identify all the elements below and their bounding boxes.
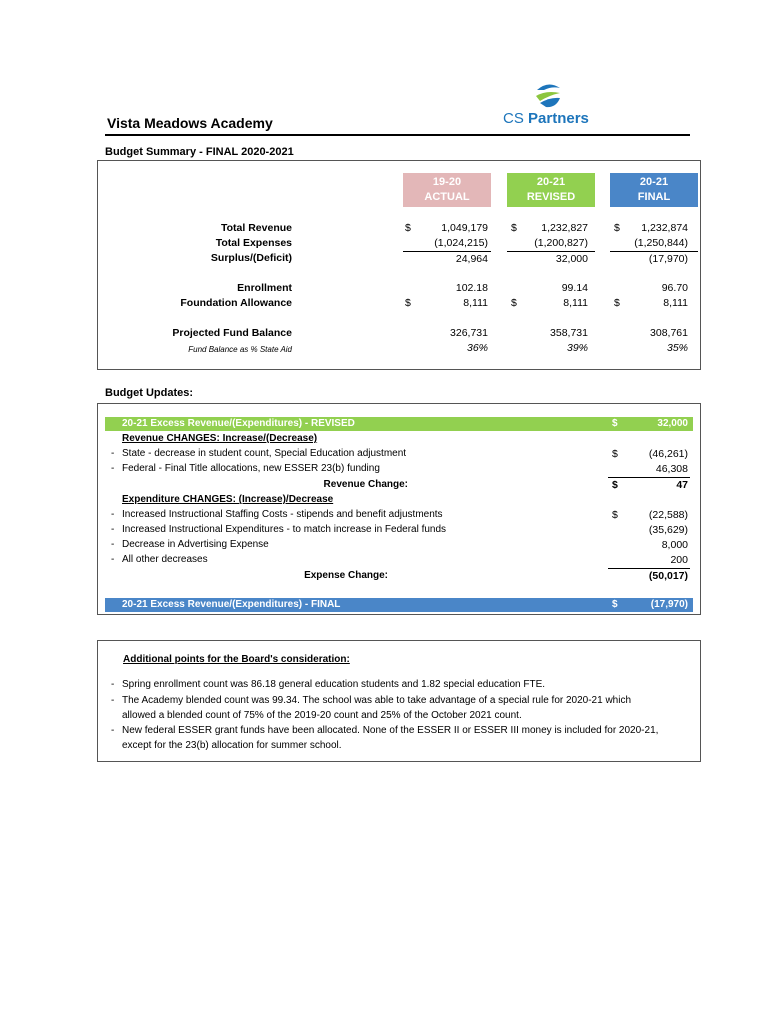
currency-symbol: $ bbox=[612, 448, 618, 460]
currency-symbol: $ bbox=[511, 297, 517, 309]
value-fund-pct-actual: 36% bbox=[466, 342, 488, 354]
expense-item-value: (35,629) bbox=[648, 524, 688, 536]
expense-item-value: 200 bbox=[670, 554, 688, 566]
label-total-expenses: Total Expenses bbox=[215, 237, 292, 249]
currency-symbol: $ bbox=[612, 479, 618, 491]
bullet: - bbox=[111, 524, 115, 535]
value-enrollment-actual: 102.18 bbox=[455, 282, 488, 294]
expense-item-value: 8,000 bbox=[661, 539, 688, 551]
value-fund-pct-revised: 39% bbox=[566, 342, 588, 354]
revised-excess-bar bbox=[105, 417, 693, 431]
expense-change-label: Expense Change: bbox=[304, 570, 388, 581]
value-enrollment-revised: 99.14 bbox=[561, 282, 588, 294]
bullet: - bbox=[111, 509, 115, 520]
underline bbox=[608, 477, 690, 478]
label-fund-balance-pct: Fund Balance as % State Aid bbox=[188, 345, 292, 354]
logo-wordmark: CS Partners bbox=[503, 110, 589, 127]
value-fund-balance-revised: 358,731 bbox=[550, 327, 588, 339]
underline bbox=[608, 568, 690, 569]
budget-summary-title: Budget Summary - FINAL 2020-2021 bbox=[105, 146, 294, 158]
bullet: - bbox=[111, 448, 115, 459]
bullet: - bbox=[111, 463, 115, 474]
revenue-changes-heading: Revenue CHANGES: Increase/(Decrease) bbox=[122, 433, 318, 444]
revenue-change-value: 47 bbox=[676, 479, 688, 491]
cs-partners-logo bbox=[500, 80, 600, 130]
value-expenses-revised: (1,200,827) bbox=[534, 237, 588, 249]
point-item-continued: except for the 23(b) allocation for summer school. bbox=[122, 740, 342, 751]
revenue-change-label: Revenue Change: bbox=[323, 479, 408, 490]
column-header-revised: 20-21 REVISED bbox=[507, 173, 595, 207]
expense-item-value: (22,588) bbox=[648, 509, 688, 521]
currency-symbol: $ bbox=[511, 222, 517, 234]
point-item-continued: allowed a blended count of 75% of the 2019-20 count and 25% of the October 2021 count. bbox=[122, 710, 522, 721]
revised-excess-value: 32,000 bbox=[657, 418, 688, 429]
value-surplus-revised: 32,000 bbox=[555, 253, 588, 265]
value-revenue-revised: 1,232,827 bbox=[541, 222, 588, 234]
currency-symbol: $ bbox=[614, 222, 620, 234]
final-excess-value: (17,970) bbox=[650, 599, 688, 610]
label-foundation-allowance: Foundation Allowance bbox=[180, 297, 292, 309]
logo-globe-icon bbox=[500, 80, 600, 112]
column-header-actual: 19-20 ACTUAL bbox=[403, 173, 491, 207]
currency-symbol: $ bbox=[405, 222, 411, 234]
point-item: Spring enrollment count was 86.18 general education students and 1.82 special education FTE. bbox=[122, 679, 546, 690]
underline bbox=[403, 251, 491, 252]
revenue-item-text: State - decrease in student count, Special Education adjustment bbox=[122, 448, 407, 459]
value-surplus-actual: 24,964 bbox=[455, 253, 488, 265]
value-expenses-final: (1,250,844) bbox=[634, 237, 688, 249]
currency-symbol: $ bbox=[612, 418, 618, 429]
value-expenses-actual: (1,024,215) bbox=[434, 237, 488, 249]
additional-points-title: Additional points for the Board's consideration: bbox=[123, 654, 350, 665]
bullet: - bbox=[111, 554, 115, 565]
expenditure-changes-heading: Expenditure CHANGES: (Increase)/Decrease bbox=[122, 494, 334, 505]
value-surplus-final: (17,970) bbox=[648, 253, 688, 265]
value-revenue-final: 1,232,874 bbox=[641, 222, 688, 234]
revenue-item-text: Federal - Final Title allocations, new ESSER 23(b) funding bbox=[122, 463, 380, 474]
value-fund-balance-final: 308,761 bbox=[650, 327, 688, 339]
currency-symbol: $ bbox=[614, 297, 620, 309]
final-excess-bar bbox=[105, 598, 693, 612]
underline bbox=[507, 251, 595, 252]
currency-symbol: $ bbox=[612, 509, 618, 521]
revenue-item-value: (46,261) bbox=[648, 448, 688, 460]
column-header-final: 20-21 FINAL bbox=[610, 173, 698, 207]
label-total-revenue: Total Revenue bbox=[221, 222, 292, 234]
expense-item-text: Decrease in Advertising Expense bbox=[122, 539, 269, 550]
value-foundation-final: 8,111 bbox=[663, 297, 688, 309]
value-revenue-actual: 1,049,179 bbox=[441, 222, 488, 234]
label-surplus: Surplus/(Deficit) bbox=[210, 252, 292, 264]
value-foundation-actual: 8,111 bbox=[463, 297, 488, 309]
label-enrollment: Enrollment bbox=[237, 282, 292, 294]
school-name: Vista Meadows Academy bbox=[107, 115, 273, 131]
underline bbox=[610, 251, 698, 252]
expense-item-text: All other decreases bbox=[122, 554, 208, 565]
bullet: - bbox=[111, 679, 115, 690]
expense-change-value: (50,017) bbox=[648, 570, 688, 582]
point-item: New federal ESSER grant funds have been allocated. None of the ESSER II or ESSER III money is included for 2020-21, bbox=[122, 725, 659, 736]
currency-symbol: $ bbox=[405, 297, 411, 309]
value-foundation-revised: 8,111 bbox=[563, 297, 588, 309]
bullet: - bbox=[111, 695, 115, 706]
value-fund-balance-actual: 326,731 bbox=[450, 327, 488, 339]
value-fund-pct-final: 35% bbox=[666, 342, 688, 354]
budget-updates-title: Budget Updates: bbox=[105, 387, 193, 399]
bullet: - bbox=[111, 725, 115, 736]
revenue-item-value: 46,308 bbox=[655, 463, 688, 475]
expense-item-text: Increased Instructional Staffing Costs - stipends and benefit adjustments bbox=[122, 509, 443, 520]
point-item: The Academy blended count was 99.34. The school was able to take advantage of a special rule for 2020-21 which bbox=[122, 695, 632, 706]
value-enrollment-final: 96.70 bbox=[661, 282, 688, 294]
label-projected-fund-balance: Projected Fund Balance bbox=[172, 327, 292, 339]
final-excess-label: 20-21 Excess Revenue/(Expenditures) - FINAL bbox=[122, 599, 341, 610]
header-rule bbox=[105, 134, 690, 136]
revised-excess-label: 20-21 Excess Revenue/(Expenditures) - REVISED bbox=[122, 418, 355, 429]
currency-symbol: $ bbox=[612, 599, 618, 610]
bullet: - bbox=[111, 539, 115, 550]
expense-item-text: Increased Instructional Expenditures - to match increase in Federal funds bbox=[122, 524, 447, 535]
